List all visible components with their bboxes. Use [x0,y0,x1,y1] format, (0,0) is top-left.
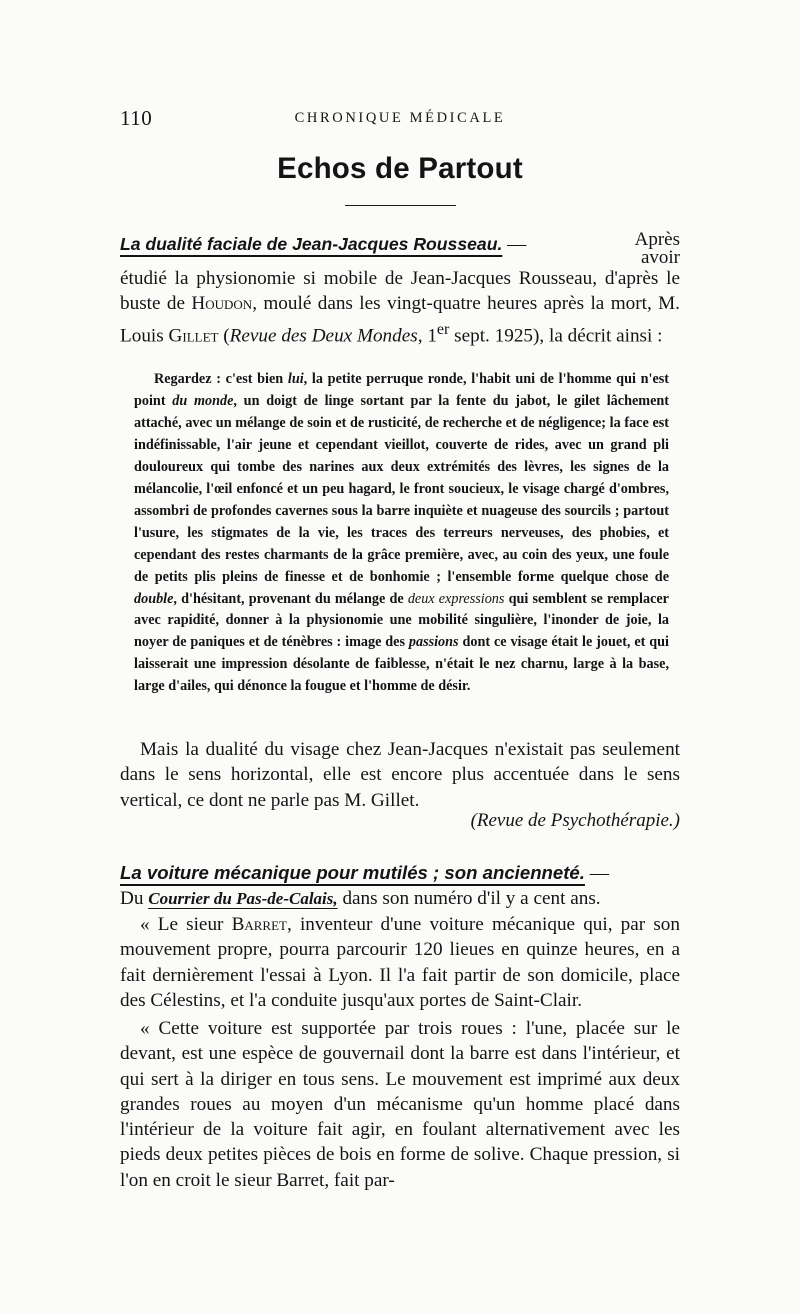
article2-para1 [120,912,680,1013]
article1-quote [134,369,669,698]
page-number: 110 [120,106,153,130]
article1-heading-line [120,232,620,257]
ordinal-er: er [436,320,450,338]
source-text: dans son numéro d'il y a cent ans. [337,888,601,909]
gillet-name: Gillet [168,324,219,346]
avoir-word: avoir [640,247,680,268]
quote-italic: deux expressions [407,590,505,607]
houdon-name: Houdon [191,293,253,315]
intro-text: , moulé dans les vingt-quatre heures après la mort, M. Louis [120,293,680,346]
barret-name: Barret [231,914,287,935]
quote-text: , la petite perruque ronde, l'habit uni de l'homme qui n'est point [134,371,669,409]
apres-word: Après [634,229,680,250]
revue-title: Revue des Deux Mondes, [229,324,423,346]
article2-para2: « Cette voiture est supportée par trois roues : l'une, placée sur le devant, est une espèce de gouvernail dont la barre est dans l'intérieur, et qui sert à la diriger en tous sens. Le mouvement est imprimé aux deux grandes roues au moyen d'un mécanisme qu'un homme placé dans l'intérieur de la voiture fait agir, en foulant alternativement avec les pieds deux petites pièces de bois en forme de solive. Chaque pression, si l'on en croit le sieur Barret, fait par- [120,1018,680,1191]
apres-block [625,231,680,267]
intro-text: étudié la physionomie si mobile de Jean-Jacques Rousseau, d'après le buste de [120,268,680,315]
quote-italic: lui [287,371,304,387]
quote-italic: passions [408,634,459,651]
article1-heading: La dualité faciale de Jean-Jacques Rousseau. [120,234,503,254]
source-text: Du [120,888,149,909]
article2-heading-line [120,860,680,886]
article2-heading: La voiture mécanique pour mutilés ; son ancienneté. [120,862,585,883]
quote-text: qui semblent se remplacer avec rapidité, donner à la physionomie une mobilité singulière, l'inonder de joie, la noyer de paniques et de ténèbres : image des [134,590,669,651]
title-rule [345,205,456,206]
article2-source-line [120,886,680,911]
intro-text: sept. 1925), la décrit ainsi : [449,324,663,346]
running-title: CHRONIQUE MÉDICALE [294,110,506,126]
article1-intro [120,266,680,348]
quote-italic: double [134,590,174,607]
para-text: , inventeur d'une voiture mécanique qui, par son mouvement propre, pourra parcourir 120 lieues en quinze heures, en a fait dernièrement l'essai à Lyon. Il l'a fait partir de son domicile, place des Célestins, et l'a conduite jusqu'aux portes de Saint-Clair. [120,914,680,1011]
para-text: « Le sieur [140,914,232,935]
quote-text: Regardez : c'est bien [154,371,288,387]
section-title: Echos de Partout [277,152,523,185]
page-header [120,106,680,134]
article1-dash: — [507,234,527,255]
quote-text: dont ce visage était le jouet, et qui laisserait une impression désolante de faiblesse, n'était le nez charnu, large à la base, large d'ailes, qui dénonce la fougue et l'homme de désir. [134,634,669,695]
article1-citation: (Revue de Psychothérapie.) [470,810,680,831]
intro-text: 1 [422,324,437,346]
intro-text: ( [218,324,230,346]
quote-italic: du monde [172,392,234,409]
quote-text: , un doigt de linge sortant par la fente du jabot, le gilet lâchement attaché, avec un mélange de soin et de rusticité, de recherche et de négligence; la face est indéfinissable, l'air jeune et cependant vieillot, couverte de rides, avec un grand pli douloureux qui tombe des narines aux deux extrémités des lèvres, les signes de la mélancolie, l'œil enfoncé et un peu hagard, le front soucieux, le visage chargé d'ombres, assombri de profondes cavernes sous la barre inquiète et nuageuse des sourcils ; partout l'usure, les stigmates de la vie, les traces des terreurs nerveuses, des phobies, et cependant des restes charmants de la grâce première, avec, au coin des yeux, une foule de petits plis pleins de finesse et de bonhomie ; l'ensemble forme quelque chose de [134,392,669,585]
courrier-title: Courrier du Pas-de-Calais, [148,889,338,908]
article2-dash: — [589,863,609,884]
article1-para2: Mais la dualité du visage chez Jean-Jacques n'existait pas seulement dans le sens horizontal, elle est encore plus accentuée dans le sens vertical, ce dont ne parle pas M. Gillet. [120,739,680,811]
quote-text: , d'hésitant, provenant du mélange de [173,590,408,607]
